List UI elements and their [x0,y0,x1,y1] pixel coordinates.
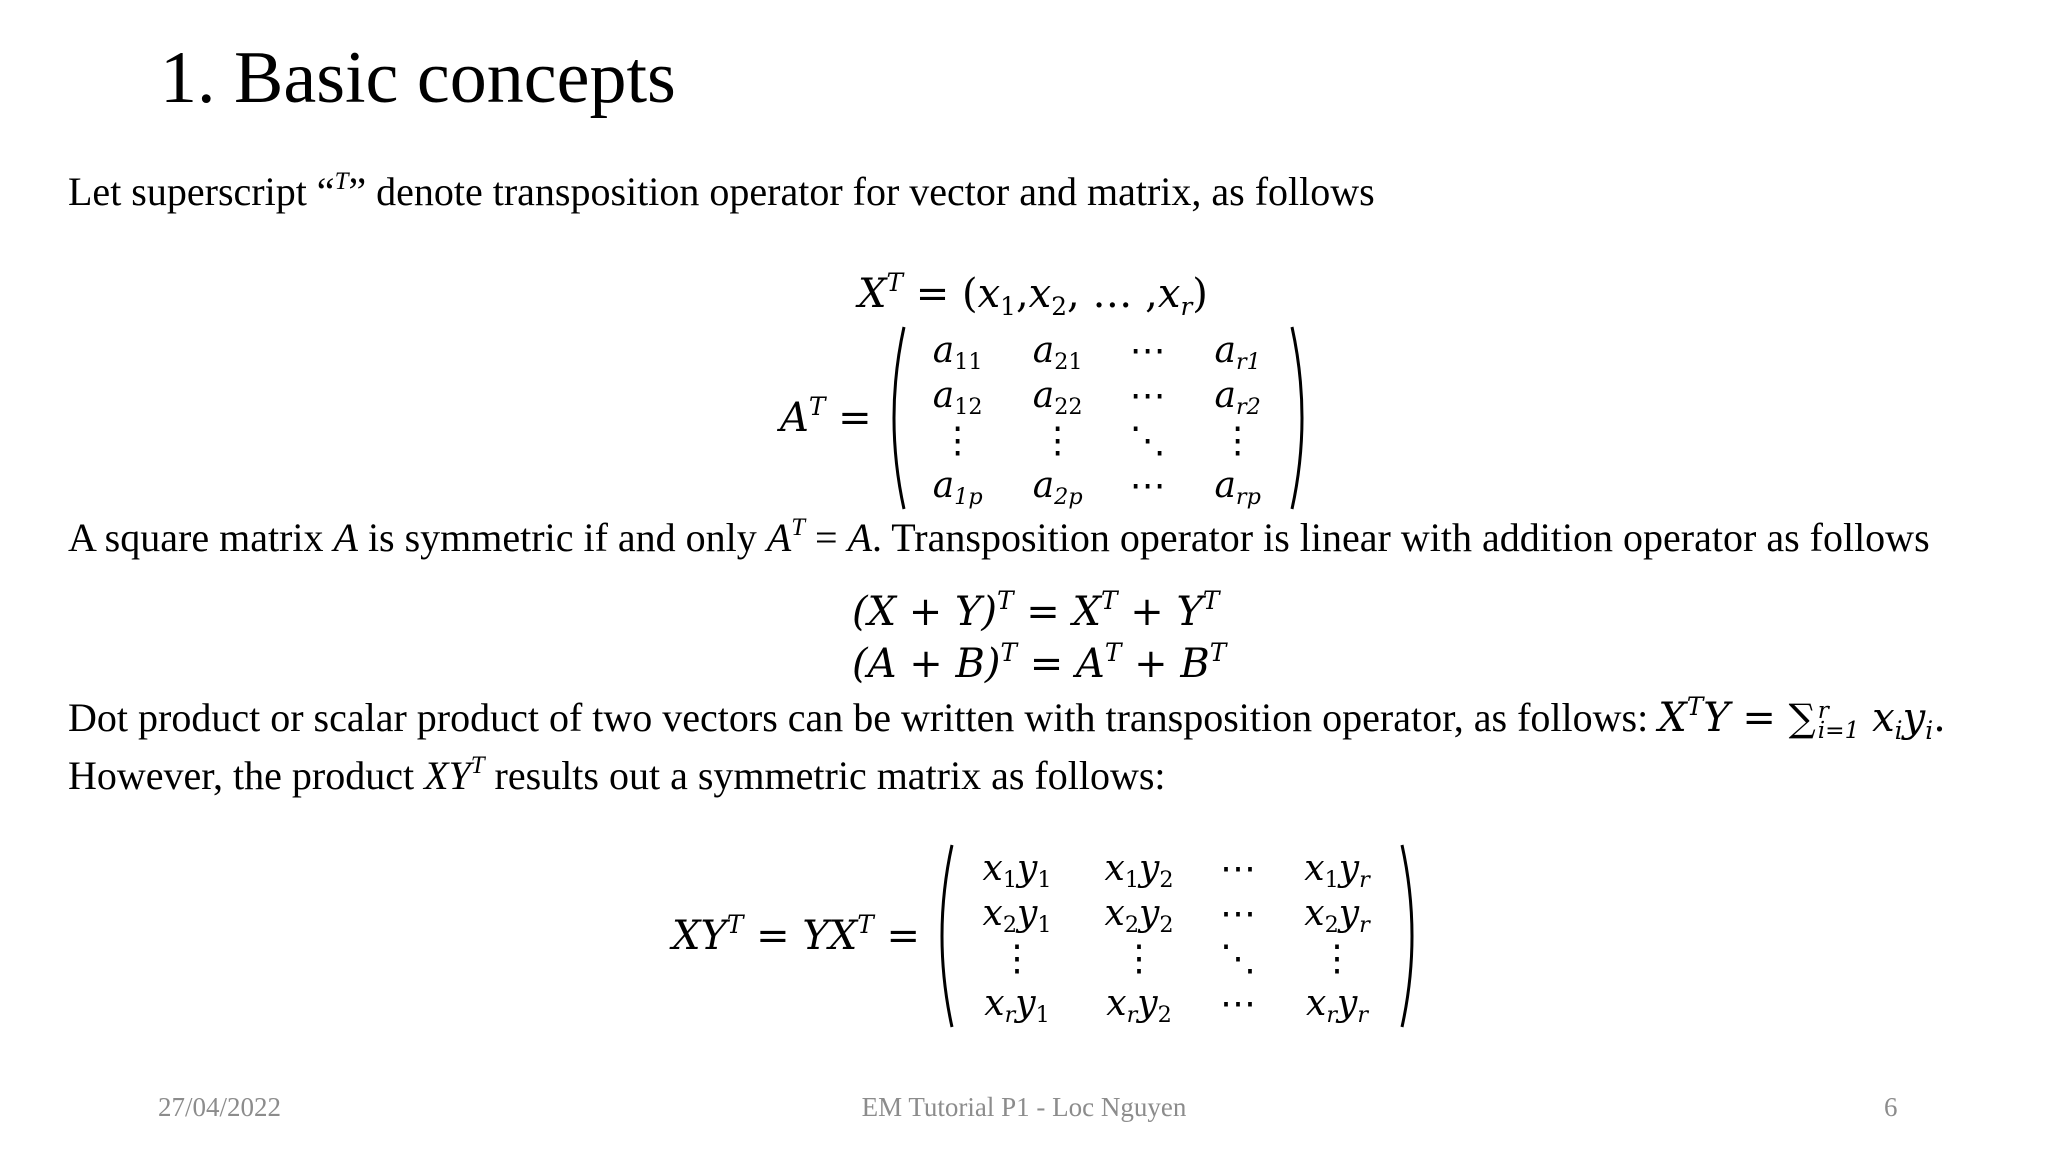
sym-text-4: . Transposition operator is linear with addition operator as follows [872,515,1930,560]
sum-upper: r [1817,697,1829,725]
lin1-sup3: T [1202,585,1220,615]
matrix-a-cell: ⋯ [1129,465,1166,506]
lin2-mid: = A [1016,641,1105,687]
lin1-sup2: T [1101,585,1118,615]
matrix-a-cell: ⋮ [1039,420,1076,461]
matrix-xy-grid [956,846,1398,1029]
sup-t: T [886,267,904,297]
dot-sup-t: T [1686,691,1704,721]
sym-a1: A [333,515,358,560]
lhs-xy: XY [672,913,727,959]
comma-1: , [1015,271,1029,317]
lin2-sup2: T [1104,637,1122,667]
lhs-xy-sup: T [726,909,744,939]
lhs-yx: = YX [743,913,858,959]
dot-text: Dot product or scalar product of two vectors can be written with transposition operator, as follows: [68,695,1659,740]
matrix-xy-lhs [672,909,921,959]
right-paren-icon [1288,325,1314,511]
matrix-a-cell: $a_{r1}$ [1214,330,1261,376]
left-paren-icon [930,843,956,1029]
matrix-xy-cell: $x_1y_1$ [982,848,1052,894]
sym-a2: A [766,515,792,560]
sum-icon: ∑ [1788,696,1816,740]
matrix-a-cell: $a_{r2}$ [1214,375,1261,421]
equation-linear-xy [852,585,1220,636]
outer-text-1: However, the product [68,753,425,798]
matrix-a-cell: ⋮ [939,420,976,461]
matrix-a-cell: $a_{1p}$ [932,465,983,511]
matrix-a-cell: $a_{22}$ [1032,375,1083,421]
matrix-a-transpose [780,325,1314,511]
paragraph-symmetric [68,514,1930,562]
matrix-xy-cell: $x_2y_2$ [1104,893,1174,939]
symbol-x: X [858,271,887,317]
paragraph-transposition-intro [68,168,1375,216]
matrix-xy-cell: ⋮ [1121,938,1158,979]
matrix-xy-cell: ⋯ [1220,848,1257,889]
sym-sup: T [791,513,805,541]
dot-end: . [1933,695,1946,741]
matrix-a-cell: $a_{21}$ [1032,330,1083,376]
x1-sub: 1 [1000,291,1016,321]
lhs-yx-sup: T [857,909,874,939]
outer-sup: T [470,751,485,779]
matrix-xy-cell: $x_1y_r$ [1304,848,1370,894]
matrix-xy-cell: ⋯ [1220,983,1257,1024]
lin2-sup1: T [1000,637,1017,667]
dot-yi-base: y [1902,695,1926,741]
matrix-a-cell: $a_{12}$ [932,375,983,421]
sym-text-3: = [805,515,848,560]
footer-title: EM Tutorial P1 - Loc Nguyen [861,1092,1187,1122]
equation-linear-ab [852,637,1227,688]
matrix-xy-cell: ⋱ [1220,938,1257,979]
sym-text-1: A square matrix [68,515,334,560]
lin1-lhs: (X + Y) [852,589,998,635]
paragraph-dot-product [68,691,1946,745]
lin2-plus: + B [1121,641,1210,687]
lhs-xy-eq: = [873,913,921,959]
matrix-xy-cell: ⋯ [1220,893,1257,934]
slide-title: 1. Basic concepts [160,37,676,119]
xr-base: x [1157,271,1181,317]
matrix-xy-cell: $x_ry_2$ [1106,983,1172,1029]
comma-3: , [1145,271,1158,317]
footer-page-number: 6 [1884,1092,1898,1122]
x2-base: x [1028,271,1052,317]
matrix-a-cell: ⋯ [1129,330,1166,371]
matrix-a-cell: $a_{rp}$ [1214,465,1261,511]
dot-y: Y = [1703,695,1789,741]
intro-superscript-t: T [334,167,349,195]
matrix-xy-cell: $x_1y_2$ [1104,848,1174,894]
sum-limits [1817,697,1860,744]
intro-text-after: ” denote transposition operator for vector and matrix, as follows [348,169,1375,214]
lhs-sup: T [808,391,826,421]
outer-xy: XY [424,753,471,798]
matrix-a-cell: $a_{2p}$ [1032,465,1083,511]
matrix-xy-cell: $x_2y_r$ [1304,893,1370,939]
paragraph-outer-product [68,752,1166,800]
matrix-a-grid [908,328,1288,511]
xr-sub: r [1180,291,1193,321]
lin2-lhs: (A + B) [852,641,1001,687]
sym-text-2: is symmetric if and only [357,515,767,560]
matrix-xy-cell: $x_2y_1$ [982,893,1052,939]
x2-sub: 2 [1051,291,1067,321]
comma-2: , [1067,271,1080,317]
lin1-plus: + Y [1117,589,1203,635]
matrix-a-lhs [780,391,872,441]
dot-x: X [1658,695,1687,741]
lin2-sup3: T [1209,637,1227,667]
left-paren-icon [882,325,908,511]
dot-formula [1658,691,1946,745]
matrix-xy-cell: ⋮ [999,938,1036,979]
equation-vector-transpose [858,267,1208,321]
matrix-a-cell: ⋯ [1129,375,1166,416]
matrix-a-cell: $a_{11}$ [932,330,983,376]
outer-text-2: results out a symmetric matrix as follows: [484,753,1166,798]
matrix-xy-cell: ⋮ [1319,938,1356,979]
eq-open: = ( [903,271,978,317]
lhs-a: A [780,395,809,441]
matrix-xy-cell: $x_ry_1$ [984,983,1050,1029]
dot-xi-base: x [1859,695,1895,741]
right-paren-icon [1398,843,1424,1029]
dot-xi-sub: i [1894,715,1903,745]
ellipsis: … [1079,271,1146,317]
eq-close: ) [1192,271,1208,317]
matrix-a-cell: ⋱ [1129,420,1166,461]
lin1-sup1: T [997,585,1014,615]
lin1-mid: = X [1013,589,1102,635]
matrix-a-cell: ⋮ [1219,420,1256,461]
lhs-eq: = [825,395,872,441]
matrix-xy-transpose [672,843,1424,1029]
dot-yi-sub: i [1925,715,1934,745]
matrix-xy-cell: $x_ry_r$ [1306,983,1369,1029]
sum-lower: i=1 [1817,717,1860,744]
footer-date: 27/04/2022 [158,1092,282,1122]
x1-base: x [977,271,1001,317]
sym-a3: A [847,515,872,560]
intro-text-before: Let superscript “ [68,169,335,214]
